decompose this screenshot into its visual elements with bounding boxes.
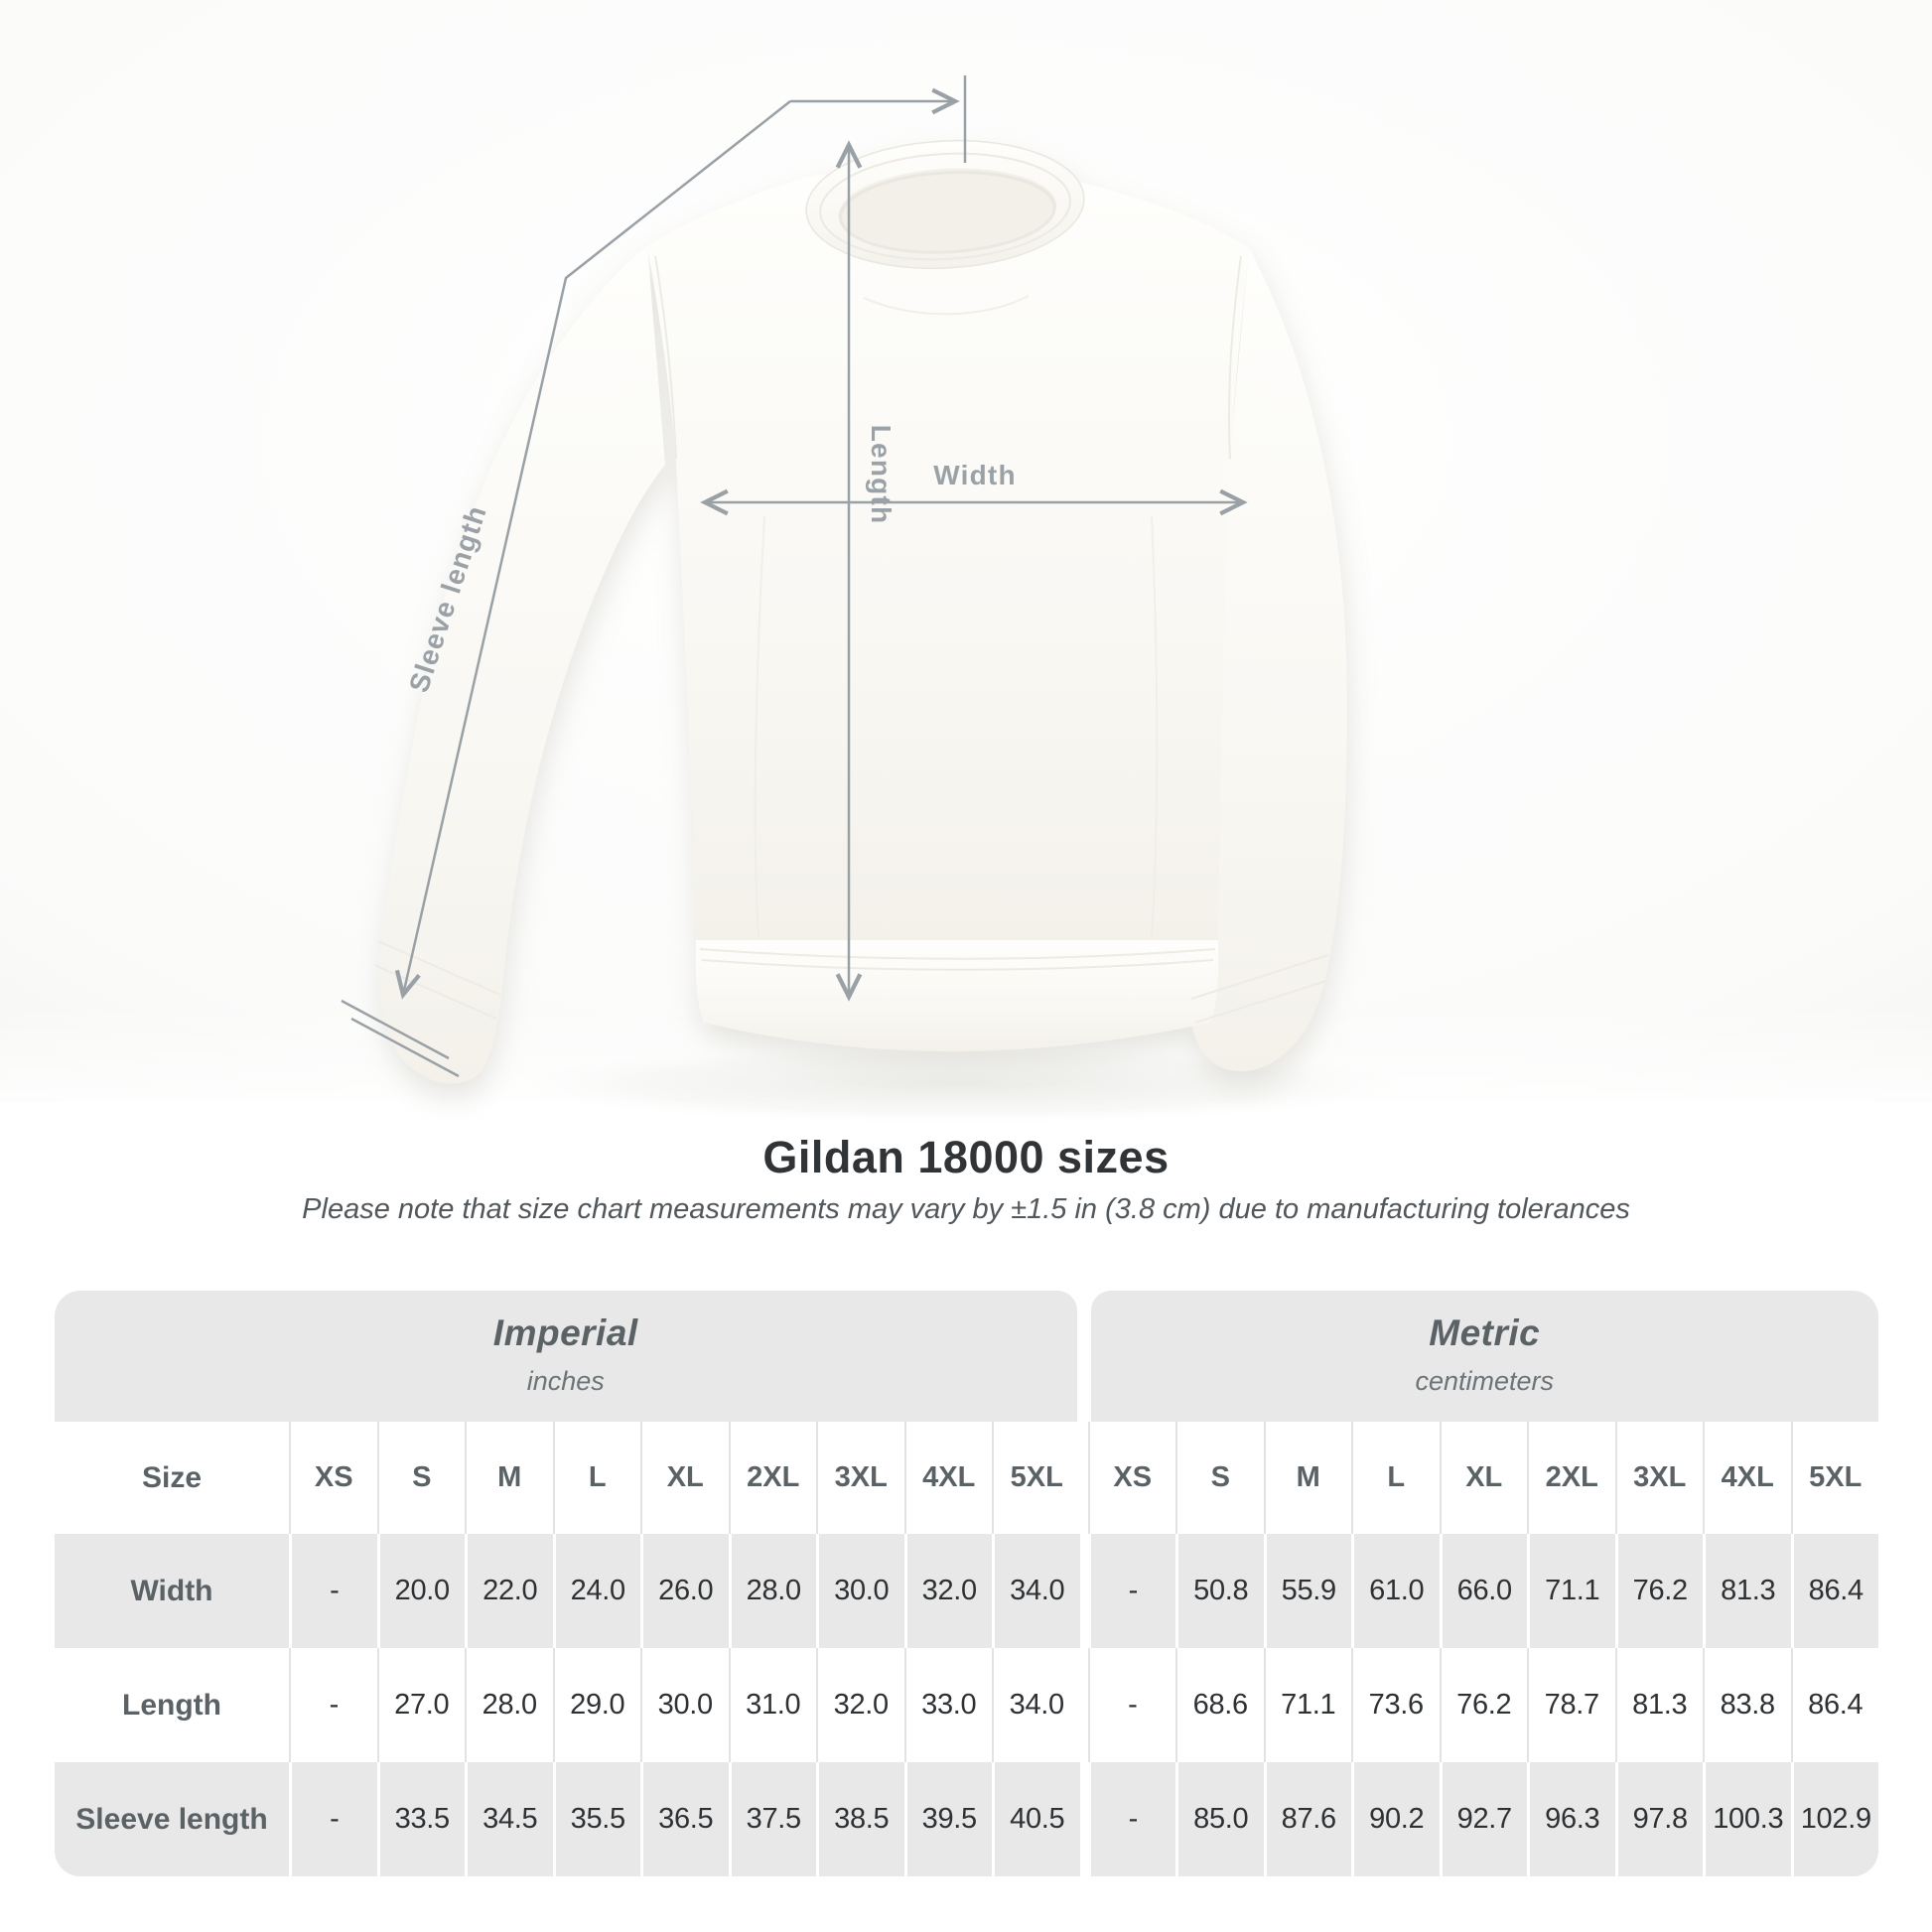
table-cell: 37.5 xyxy=(729,1762,817,1876)
row-label-sleeve-length: Sleeve length xyxy=(55,1762,289,1876)
table-cell: 86.4 xyxy=(1791,1648,1879,1762)
size-column-header: Size xyxy=(55,1422,289,1534)
unit-gap xyxy=(1080,1291,1088,1422)
table-cell: 71.1 xyxy=(1264,1648,1352,1762)
metric-subtitle: centimeters xyxy=(1415,1366,1555,1396)
imperial-title: Imperial xyxy=(492,1312,638,1353)
table-cell: 90.2 xyxy=(1351,1762,1440,1876)
size-header: S xyxy=(1175,1422,1264,1534)
table-cell: 31.0 xyxy=(729,1648,817,1762)
size-header: XL xyxy=(640,1422,729,1534)
table-cell: 66.0 xyxy=(1440,1534,1528,1648)
table-cell: - xyxy=(1088,1648,1176,1762)
imperial-header xyxy=(55,1291,1077,1422)
size-header: 4XL xyxy=(1703,1422,1791,1534)
table-cell: 35.5 xyxy=(553,1762,641,1876)
table-cell: 27.0 xyxy=(377,1648,466,1762)
table-cell: - xyxy=(1088,1762,1176,1876)
table-cell: 87.6 xyxy=(1264,1762,1352,1876)
table-cell: 22.0 xyxy=(465,1534,553,1648)
width-label: Width xyxy=(933,460,1017,490)
table-cell: 73.6 xyxy=(1351,1648,1440,1762)
table-cell: - xyxy=(289,1648,377,1762)
row-label-length: Length xyxy=(55,1648,289,1762)
table-cell: 96.3 xyxy=(1527,1762,1615,1876)
table-cell: 50.8 xyxy=(1175,1534,1264,1648)
table-cell: 92.7 xyxy=(1440,1762,1528,1876)
size-header: 5XL xyxy=(1791,1422,1879,1534)
size-header: 3XL xyxy=(1615,1422,1704,1534)
size-header: 4XL xyxy=(904,1422,993,1534)
table-cell: - xyxy=(289,1534,377,1648)
table-cell: 34.5 xyxy=(465,1762,553,1876)
table-cell: 20.0 xyxy=(377,1534,466,1648)
size-header: XS xyxy=(289,1422,377,1534)
table-cell: 55.9 xyxy=(1264,1534,1352,1648)
table-cell: 86.4 xyxy=(1791,1534,1879,1648)
table-cell: 71.1 xyxy=(1527,1534,1615,1648)
table-cell: 30.0 xyxy=(816,1534,904,1648)
table-cell: 78.7 xyxy=(1527,1648,1615,1762)
table-cell: 102.9 xyxy=(1791,1762,1879,1876)
size-header: M xyxy=(465,1422,553,1534)
table-cell: 85.0 xyxy=(1175,1762,1264,1876)
table-cell: - xyxy=(289,1762,377,1876)
table-cell: 100.3 xyxy=(1703,1762,1791,1876)
page-title: Gildan 18000 sizes xyxy=(762,1132,1170,1182)
size-header: L xyxy=(553,1422,641,1534)
size-header: 5XL xyxy=(992,1422,1080,1534)
hem-band xyxy=(696,940,1218,1051)
table-cell: 34.0 xyxy=(992,1534,1080,1648)
size-header: 3XL xyxy=(816,1422,904,1534)
table-cell: 28.0 xyxy=(465,1648,553,1762)
metric-title: Metric xyxy=(1429,1312,1541,1353)
size-table xyxy=(55,1291,1878,1876)
tolerance-note: Please note that size chart measurements may vary by ±1.5 in (3.8 cm) due to manufacturing tolerances xyxy=(302,1193,1630,1225)
row-label-width: Width xyxy=(55,1534,289,1648)
table-cell: 28.0 xyxy=(729,1534,817,1648)
table-cell: 24.0 xyxy=(553,1534,641,1648)
table-cell: 33.5 xyxy=(377,1762,466,1876)
table-cell: 76.2 xyxy=(1615,1534,1704,1648)
table-cell: 81.3 xyxy=(1703,1534,1791,1648)
size-header: XS xyxy=(1088,1422,1176,1534)
sleeve-length-label: Sleeve length xyxy=(402,501,493,697)
unit-gap xyxy=(1080,1422,1088,1534)
size-header: XL xyxy=(1440,1422,1528,1534)
metric-header xyxy=(1091,1291,1879,1422)
size-header: L xyxy=(1351,1422,1440,1534)
table-cell: 97.8 xyxy=(1615,1762,1704,1876)
table-cell: 29.0 xyxy=(553,1648,641,1762)
table-cell: 76.2 xyxy=(1440,1648,1528,1762)
table-cell: 38.5 xyxy=(816,1762,904,1876)
size-header: S xyxy=(377,1422,466,1534)
unit-gap xyxy=(1080,1534,1088,1648)
table-cell: 26.0 xyxy=(640,1534,729,1648)
table-cell: 40.5 xyxy=(992,1762,1080,1876)
table-cell: 81.3 xyxy=(1615,1648,1704,1762)
table-cell: - xyxy=(1088,1534,1176,1648)
table-cell: 68.6 xyxy=(1175,1648,1264,1762)
imperial-subtitle: inches xyxy=(526,1366,605,1396)
size-header: 2XL xyxy=(1527,1422,1615,1534)
table-cell: 32.0 xyxy=(904,1534,993,1648)
size-header: 2XL xyxy=(729,1422,817,1534)
body xyxy=(647,175,1249,940)
table-cell: 36.5 xyxy=(640,1762,729,1876)
table-cell: 39.5 xyxy=(904,1762,993,1876)
table-cell: 34.0 xyxy=(992,1648,1080,1762)
size-header: M xyxy=(1264,1422,1352,1534)
unit-gap xyxy=(1080,1762,1088,1876)
table-cell: 83.8 xyxy=(1703,1648,1791,1762)
table-cell: 61.0 xyxy=(1351,1534,1440,1648)
unit-gap xyxy=(1080,1648,1088,1762)
table-cell: 30.0 xyxy=(640,1648,729,1762)
table-cell: 33.0 xyxy=(904,1648,993,1762)
table-cell: 32.0 xyxy=(816,1648,904,1762)
length-label: Length xyxy=(866,424,897,525)
